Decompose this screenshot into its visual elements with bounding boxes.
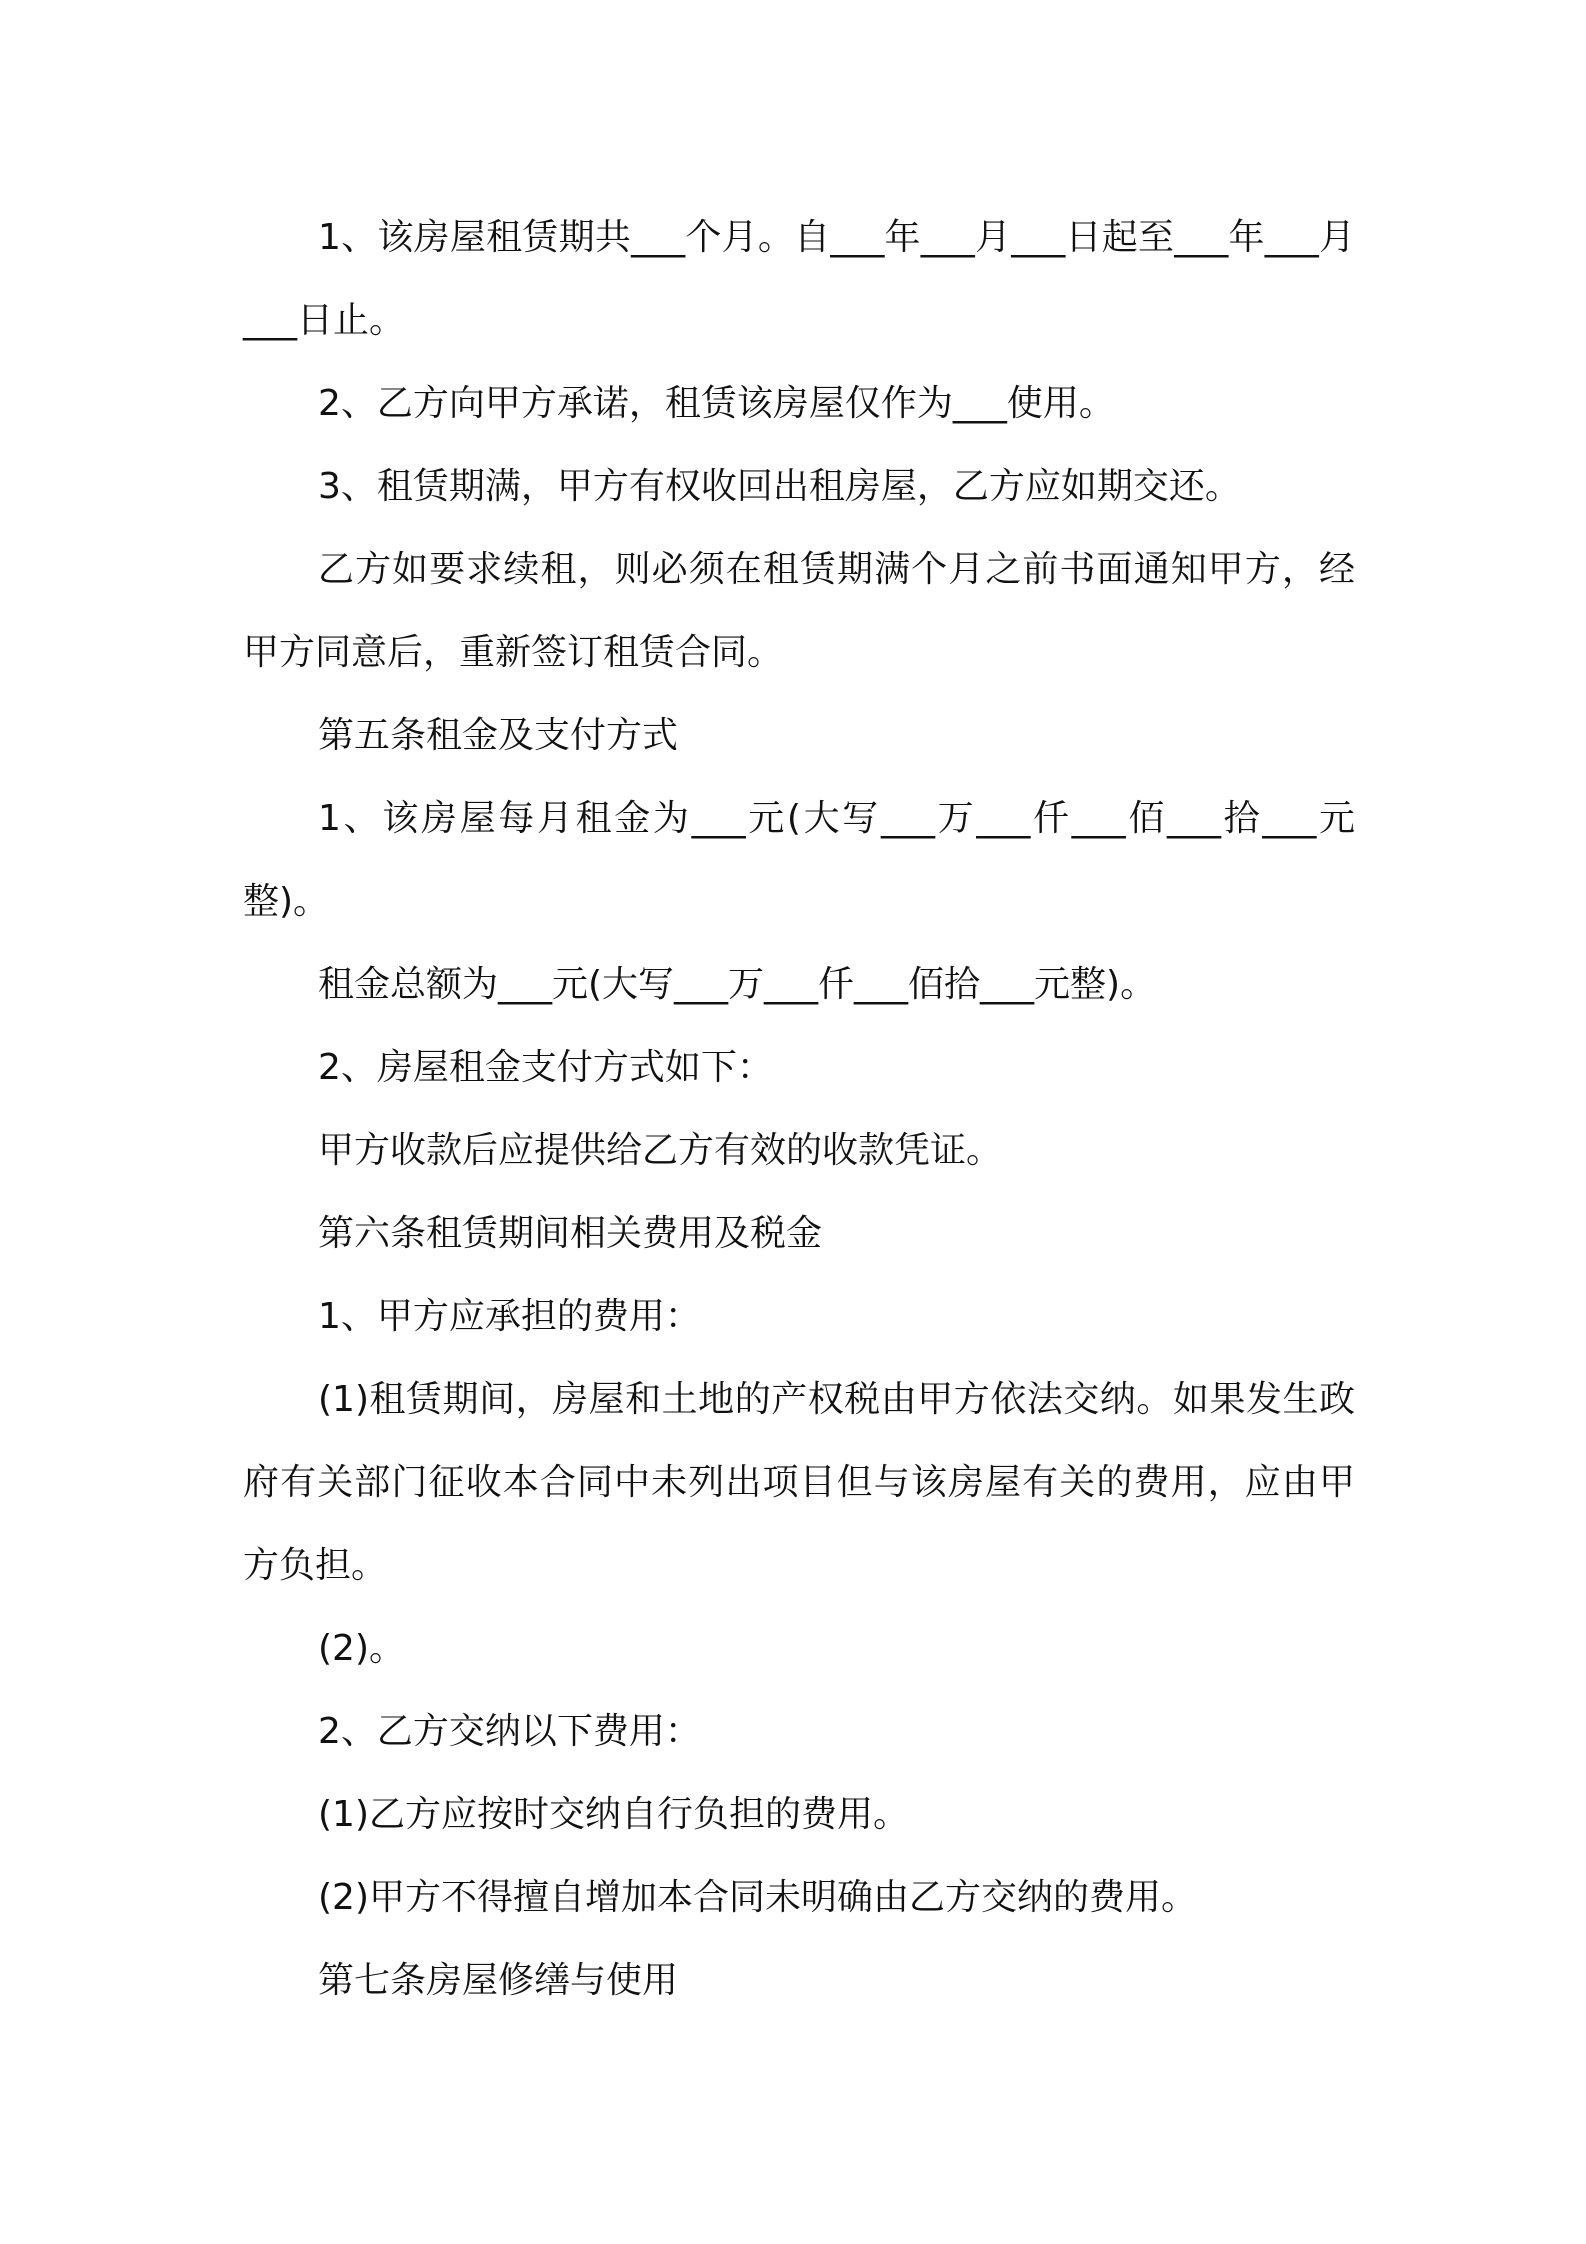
- clause-party-b-fees: 2、乙方交纳以下费用：: [318, 1711, 701, 1752]
- clause-payment-method: 2、房屋租金支付方式如下：: [318, 1047, 773, 1088]
- clause-party-b-pay-on-time: (1)乙方应按时交纳自行负担的费用。: [318, 1794, 909, 1835]
- document-body: [243, 196, 1355, 2022]
- clause-lease-term: 1、该房屋租赁期共___个月。自___年___月___日起至___年___月___日止。: [243, 217, 1355, 341]
- section-heading-article-7: 第七条房屋修缮与使用: [318, 1960, 679, 2001]
- clause-total-rent: 租金总额为___元(大写___万___仟___佰拾___元整)。: [318, 964, 1157, 1005]
- clause-lease-expiry: 3、租赁期满，甲方有权收回出租房屋，乙方应如期交还。: [318, 466, 1241, 507]
- clause-item-2-blank: (2)。: [318, 1628, 405, 1669]
- clause-party-a-fees: 1、甲方应承担的费用：: [318, 1296, 701, 1337]
- clause-usage-promise: 2、乙方向甲方承诺，租赁该房屋仅作为___使用。: [318, 383, 1115, 424]
- section-heading-article-5: 第五条租金及支付方式: [318, 715, 679, 756]
- section-heading-article-6: 第六条租赁期间相关费用及税金: [318, 1213, 823, 1254]
- clause-no-extra-fees: (2)甲方不得擅自增加本合同未明确由乙方交纳的费用。: [318, 1877, 1197, 1918]
- clause-renewal: 乙方如要求续租，则必须在租赁期满个月之前书面通知甲方，经甲方同意后，重新签订租赁合同。: [243, 549, 1355, 673]
- clause-receipt: 甲方收款后应提供给乙方有效的收款凭证。: [318, 1130, 1003, 1171]
- clause-monthly-rent: 1、该房屋每月租金为___元(大写___万___仟___佰___拾___元整)。: [243, 798, 1355, 922]
- clause-property-tax: (1)租赁期间，房屋和土地的产权税由甲方依法交纳。如果发生政府有关部门征收本合同中未列出项目但与该房屋有关的费用，应由甲方负担。: [243, 1379, 1355, 1586]
